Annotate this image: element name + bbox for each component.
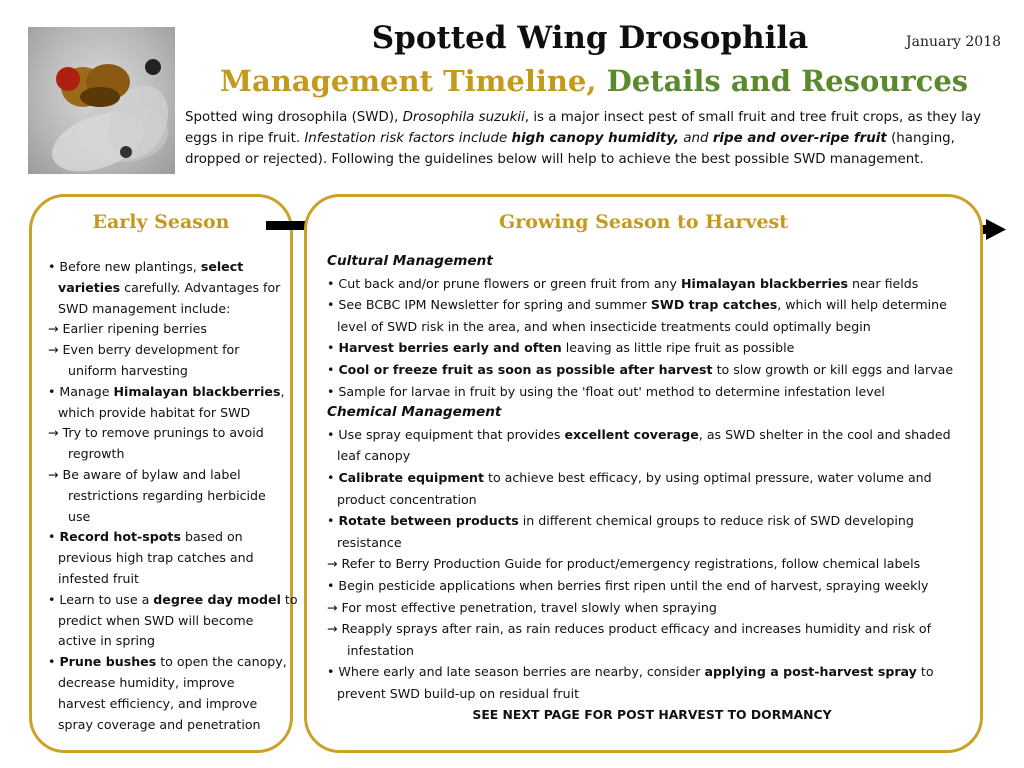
species-name: Drosophila suzukii <box>402 110 525 125</box>
item-emphasis: Harvest berries early and often <box>338 340 562 356</box>
item-text: • <box>327 513 339 529</box>
item-text: • <box>327 340 339 356</box>
list-item <box>327 337 977 359</box>
list-item <box>327 661 977 683</box>
item-text: • <box>327 469 339 485</box>
item-text: in different chemical groups to reduce risk of SWD developing <box>518 513 914 529</box>
list-item <box>48 527 284 548</box>
item-emphasis: Himalayan blackberries <box>113 383 281 399</box>
list-item <box>327 359 977 381</box>
item-text: carefully. Advantages for <box>120 279 281 295</box>
early-season-list <box>48 257 298 735</box>
item-text: • Manage <box>48 383 114 399</box>
page-title: Spotted Wing Drosophila <box>371 20 809 56</box>
intro-paragraph <box>185 107 1010 170</box>
item-text: • Before new plantings, <box>48 259 201 274</box>
cultural-heading: Cultural Management <box>327 253 493 269</box>
list-item: → Earlier ripening berries <box>48 321 207 337</box>
list-item: previous high trap catches and <box>58 550 254 566</box>
list-item: • Begin pesticide applications when berries first ripen until the end of harvest, spraying weekly <box>327 577 929 593</box>
intro-text: Spotted wing drosophila (SWD), <box>185 110 403 125</box>
list-item: predict when SWD will become <box>58 612 254 628</box>
item-emphasis: Cool or freeze fruit as soon as possible after harvest <box>338 361 713 377</box>
list-item <box>48 278 284 299</box>
intro-text: lay eggs in ripe fruit. <box>185 110 982 146</box>
early-season-title: Early Season <box>92 211 230 233</box>
early-season-panel <box>29 194 298 753</box>
list-item: → For most effective penetration, travel slowly when spraying <box>327 599 717 615</box>
item-emphasis: applying a post-harvest spray <box>704 664 917 680</box>
list-item: use <box>68 508 91 524</box>
list-item: → Be aware of bylaw and label <box>48 466 241 482</box>
item-emphasis: excellent coverage <box>564 426 699 442</box>
list-item: SWD management include: <box>58 300 231 316</box>
item-text: • Where early and late season berries are nearby, consider <box>327 664 705 680</box>
item-text: leaving as little ripe fruit as possible <box>561 340 795 356</box>
list-item: → Refer to Berry Production Guide for product/emergency registrations, follow chemical labels <box>327 556 921 572</box>
list-item: harvest efficiency, and improve <box>58 695 258 711</box>
list-item <box>327 510 977 532</box>
item-text: to <box>280 591 298 607</box>
item-text: based on <box>180 529 243 545</box>
subtitle-part-green: Details and Resources <box>606 64 969 98</box>
item-emphasis: Calibrate equipment <box>338 469 484 485</box>
item-text: • See BCBC IPM Newsletter for spring and summer <box>327 297 651 313</box>
list-item: uniform harvesting <box>68 362 188 378</box>
list-item: decrease humidity, improve <box>58 674 235 690</box>
list-item: infestation <box>347 642 415 658</box>
fruit-fly-icon <box>28 27 175 174</box>
item-text: , <box>280 383 285 399</box>
item-emphasis: varieties <box>58 279 121 295</box>
item-emphasis: SWD trap catches <box>650 297 778 313</box>
chemical-heading: Chemical Management <box>327 404 502 421</box>
fruit-fly-photo <box>28 27 175 174</box>
list-item <box>327 467 977 489</box>
item-emphasis: degree day model <box>153 591 281 607</box>
list-item: → Reapply sprays after rain, as rain reduces product efficacy and increases humidity and risk of <box>327 621 932 637</box>
item-emphasis: Record hot-spots <box>59 529 181 545</box>
list-item <box>327 424 977 446</box>
list-item: prevent SWD build-up on residual fruit <box>337 685 580 701</box>
intro-text: (hanging, <box>886 131 955 146</box>
list-item: resistance <box>337 534 402 550</box>
list-item <box>48 382 284 403</box>
item-text: • <box>327 361 339 377</box>
item-emphasis: select <box>200 259 244 274</box>
item-text: to open the canopy, <box>156 654 287 670</box>
intro-text: dropped or rejected). Following the guidelines below will help to achieve the best possible SWD management. <box>185 152 924 167</box>
list-item: product concentration <box>337 491 477 507</box>
intro-emphasis: ripe and over-ripe fruit <box>712 131 887 146</box>
page-subtitle <box>188 64 1000 98</box>
list-item <box>327 273 977 295</box>
list-item: regrowth <box>68 446 125 462</box>
intro-text: and <box>679 131 713 146</box>
list-item: spray coverage and penetration <box>58 716 261 732</box>
list-item: infested fruit <box>58 570 139 586</box>
list-item: • Sample for larvae in fruit by using the 'float out' method to determine infestation level <box>327 383 885 399</box>
item-text: , as SWD shelter in the cool and shaded <box>698 426 951 442</box>
list-item: restrictions regarding herbicide <box>68 487 266 503</box>
item-text: • <box>48 529 60 545</box>
next-page-note: SEE NEXT PAGE FOR POST HARVEST TO DORMANCY <box>472 707 832 723</box>
list-item <box>48 652 287 673</box>
list-item: leaf canopy <box>337 448 411 464</box>
item-text: near fields <box>847 275 919 291</box>
item-text: • Learn to use a <box>48 591 154 607</box>
item-text: to <box>916 664 934 680</box>
list-item: which provide habitat for SWD <box>58 404 251 420</box>
item-emphasis: Rotate between products <box>338 513 519 529</box>
intro-text: , is a major insect pest of small fruit and tree fruit crops, as they <box>524 110 957 125</box>
list-item <box>327 294 977 316</box>
item-text: • Use spray equipment that provides <box>327 426 565 442</box>
item-text: to slow growth or kill eggs and larvae <box>712 361 954 377</box>
list-item <box>48 590 298 611</box>
item-emphasis: Prune bushes <box>59 654 157 670</box>
list-item: active in spring <box>58 633 155 649</box>
list-item: → Even berry development for <box>48 342 240 358</box>
item-text: • Cut back and/or prune flowers or green fruit from any <box>327 275 681 291</box>
document-date: January 2018 <box>906 34 1002 50</box>
subtitle-part-gold: Management Timeline, <box>219 64 597 98</box>
list-item: → Try to remove prunings to avoid <box>48 425 264 441</box>
growing-season-title: Growing Season to Harvest <box>498 211 789 233</box>
growing-season-list <box>327 251 977 726</box>
item-text: , which will help determine <box>777 297 947 313</box>
item-text: to achieve best efficacy, by using optimal pressure, water volume and <box>484 469 932 485</box>
intro-emphasis: high canopy humidity, <box>511 131 680 146</box>
growing-season-panel <box>304 194 983 753</box>
item-text: • <box>48 654 60 670</box>
item-emphasis: Himalayan blackberries <box>680 275 848 291</box>
list-item <box>48 257 284 278</box>
list-item: level of SWD risk in the area, and when insecticide treatments could optimally begin <box>337 318 871 334</box>
intro-text: Infestation risk factors include <box>304 131 512 146</box>
